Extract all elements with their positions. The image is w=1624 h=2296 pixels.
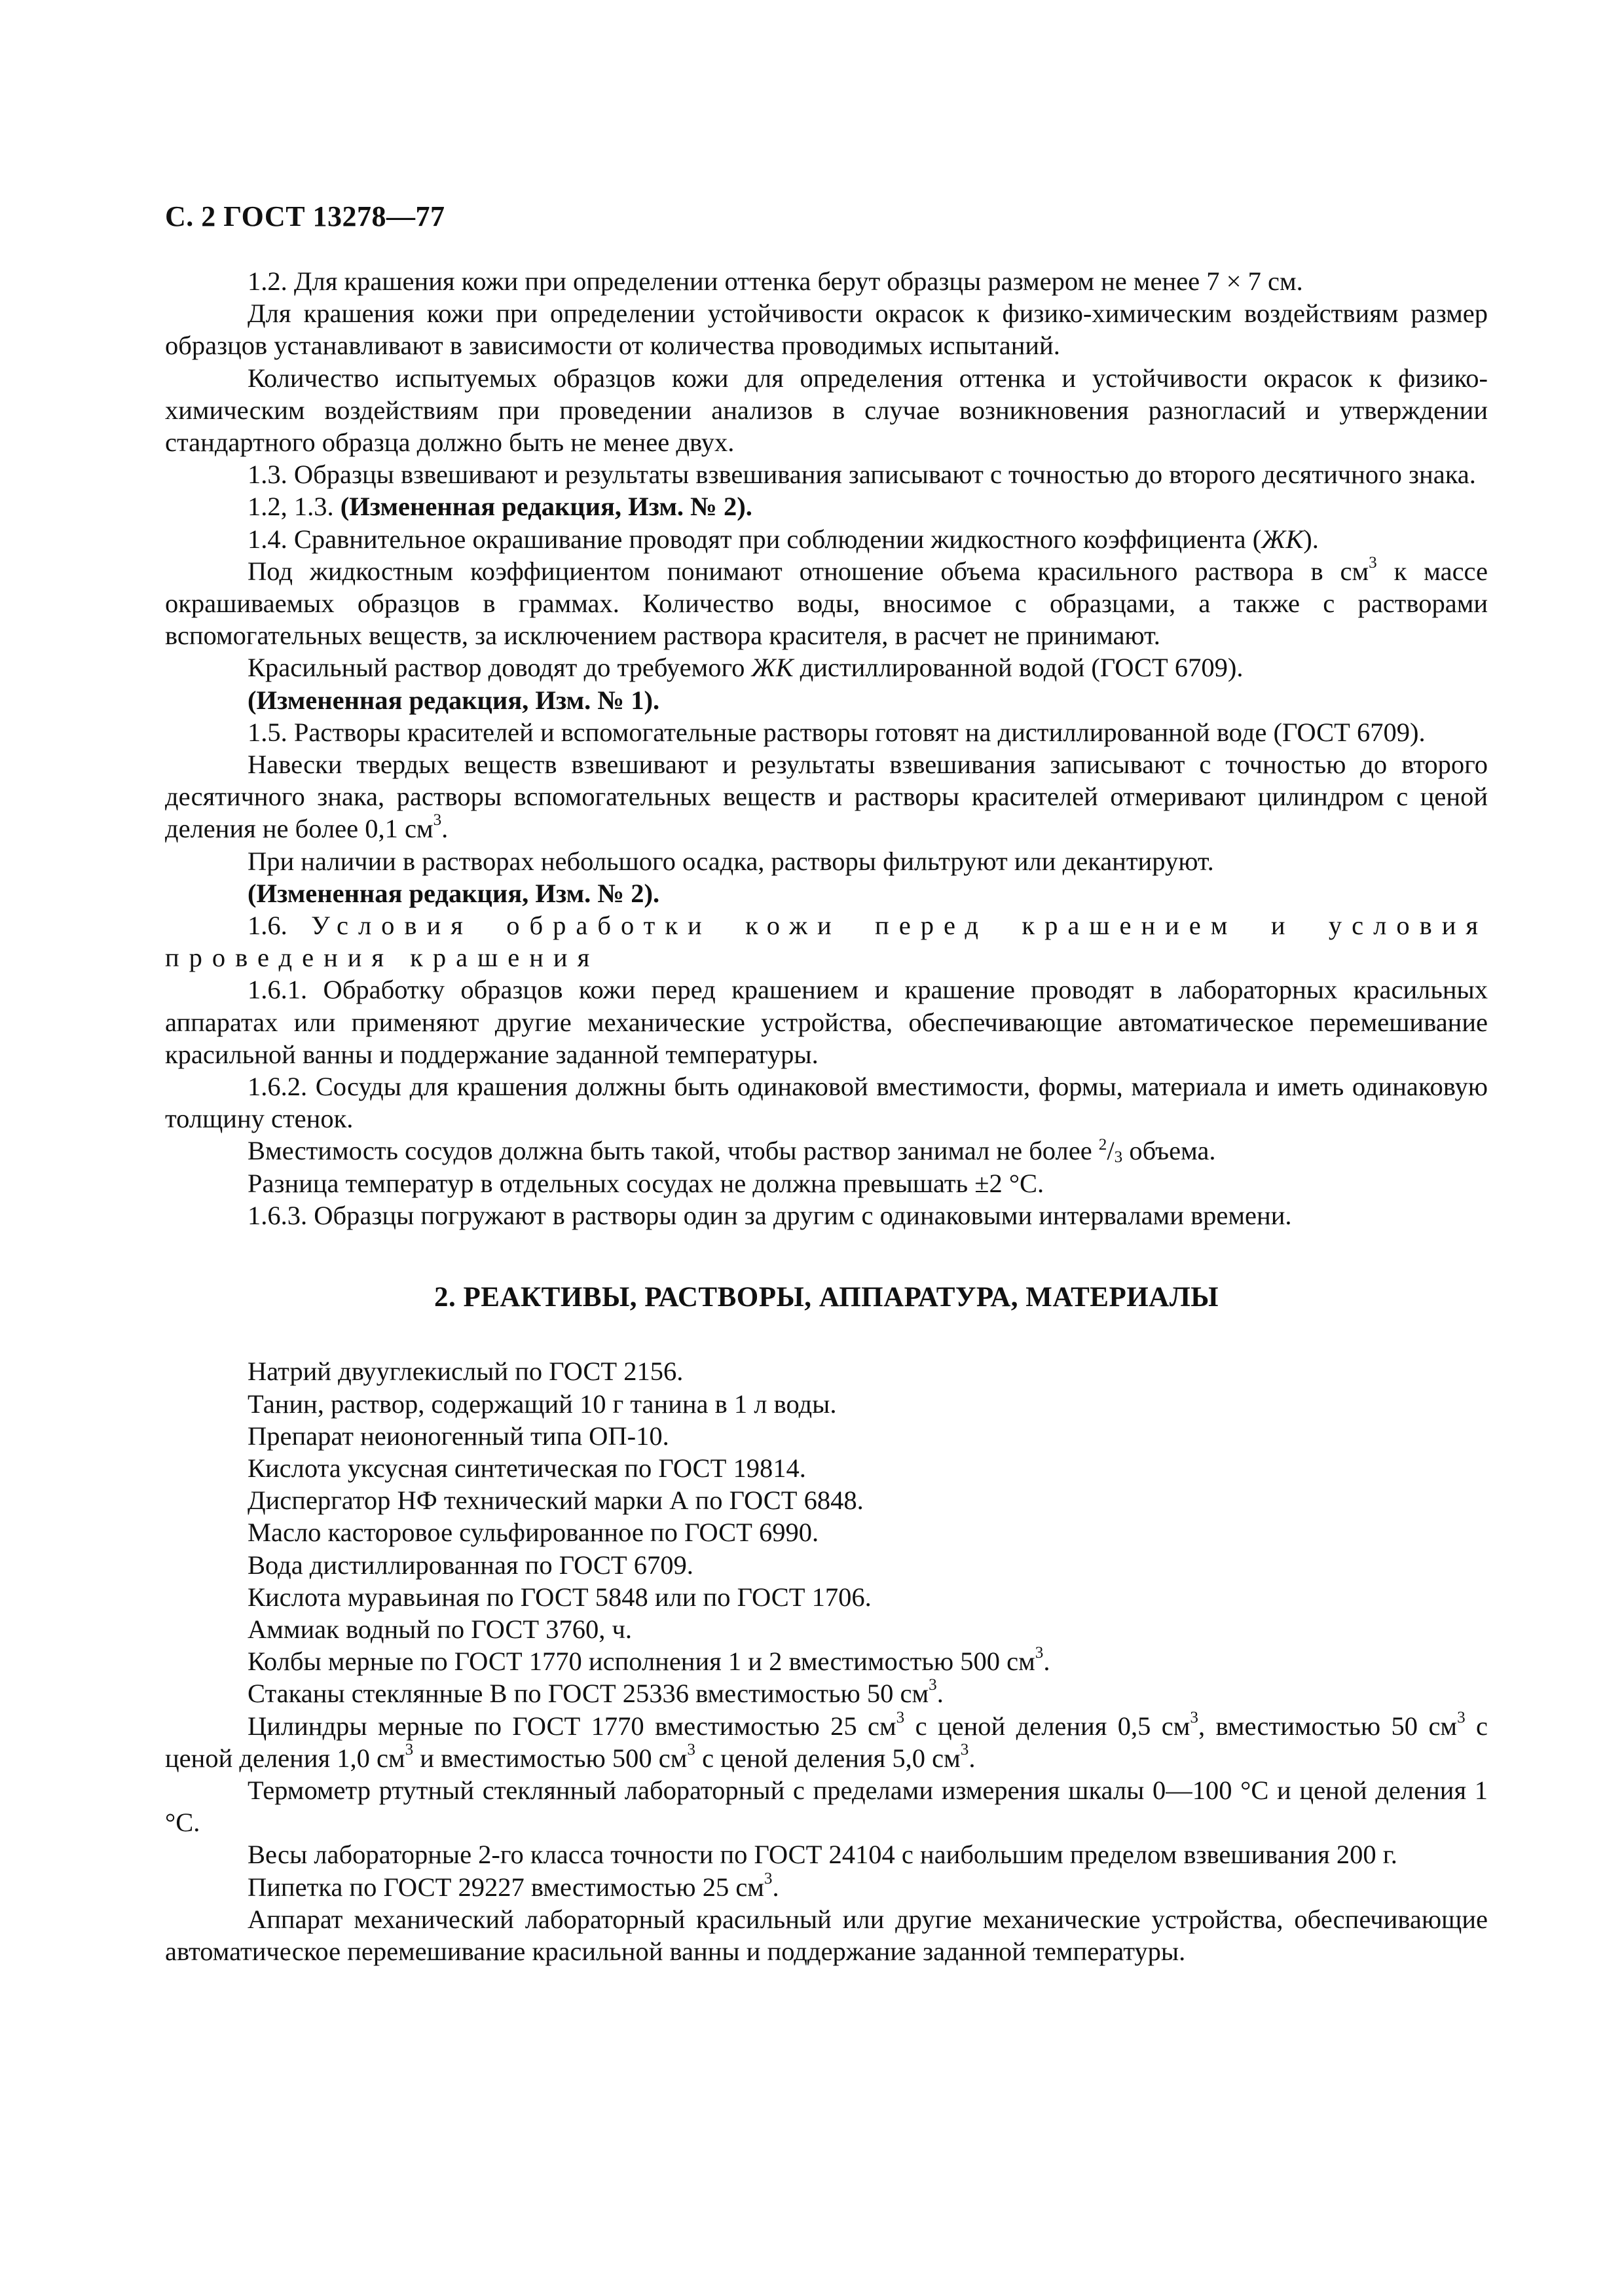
paragraph-1-6-2: 1.6.2. Сосуды для крашения должны быть одинаковой вместимости, формы, материала и иметь одинаковую толщину стенок. bbox=[165, 1072, 1488, 1134]
amendment-note-1-2-1-3: 1.2, 1.3. (Измененная редакция, Изм. № 2). bbox=[248, 492, 752, 522]
reagent-item: Диспергатор НФ технический марки А по ГОСТ 6848. bbox=[248, 1485, 864, 1516]
section-2-title: 2. РЕАКТИВЫ, РАСТВОРЫ, АППАРАТУРА, МАТЕРИАЛЫ bbox=[434, 1282, 1219, 1313]
reagent-item: Кислота муравьиная по ГОСТ 5848 или по ГОСТ 1706. bbox=[248, 1582, 872, 1612]
paragraph-weighing: Навески твердых веществ взвешивают и результаты взвешивания записывают с точностью до второго десятичного знака, растворы вспомогательных веществ и растворы красителей отмеривают цилиндром с ценой деления не более 0,1 $см^3$. bbox=[165, 750, 1488, 844]
paragraph-1-6-3: 1.6.3. Образцы погружают в растворы один за другим с одинаковыми интервалами времени. bbox=[248, 1200, 1292, 1230]
reagent-item: Цилиндры мерные по ГОСТ 1770 вместимостью 25 $см^3$ с ценой деления 0,5 $см^3$, вместимостью 50 $см^3$ с ценой деления 1,0 $см^3$ и вместимостью 500 $см^3$ с ценой деления 5,0 $см^3$. bbox=[165, 1708, 1488, 1773]
reagent-item: Вода дистиллированная по ГОСТ 6709. bbox=[248, 1550, 693, 1580]
paragraph-liquid-ratio: Под жидкостным коэффициентом понимают отношение объема красильного раствора в $см^3$ к массе окрашиваемых образцов в граммах. Количество воды, вносимое с образцами, а также с растворами вспомогательных веществ, за исключением раствора красителя, в расчет не принимают. bbox=[165, 554, 1488, 651]
reagent-item: Препарат неионогенный типа ОП-10. bbox=[248, 1421, 669, 1451]
paragraph-1-6-heading: 1.6. Условия обработки кожи перед крашением и условия проведения крашения bbox=[165, 911, 1488, 973]
reagent-item: Кислота уксусная синтетическая по ГОСТ 19814. bbox=[248, 1453, 806, 1483]
reagent-item: Стаканы стеклянные В по ГОСТ 25336 вместимостью 50 $см^3$. bbox=[248, 1676, 944, 1709]
paragraph-1-4: 1.4. Сравнительное окрашивание проводят при соблюдении жидкостного коэффициента (ЖК). bbox=[248, 524, 1319, 554]
reagent-item: Колбы мерные по ГОСТ 1770 исполнения 1 и 2 вместимостью 500 $см^3$. bbox=[248, 1644, 1050, 1677]
paragraph-dye-bath: Красильный раствор доводят до требуемого ЖК дистиллированной водой (ГОСТ 6709). bbox=[248, 653, 1244, 683]
reagent-item: Масло касторовое сульфированное по ГОСТ 6990. bbox=[248, 1518, 819, 1548]
paragraph-1-2: 1.2. Для крашения кожи при определении оттенка берут образцы размером не менее 7 × 7 см. bbox=[248, 266, 1303, 296]
paragraph-vessel-capacity: Вместимость сосудов должна быть такой, чтобы раствор занимал не более $^2$/3 объема. bbox=[248, 1136, 1216, 1167]
paragraph-temperature: Разница температур в отдельных сосудах не должна превышать ±2 °С. bbox=[248, 1168, 1044, 1198]
page-header: С. 2 ГОСТ 13278—77 bbox=[165, 200, 445, 232]
amendment-note-2: (Измененная редакция, Изм. № 2). bbox=[248, 878, 660, 908]
paragraph-sample-count: Количество испытуемых образцов кожи для определения оттенка и устойчивости окрасок к физико-химическим воздействиям при проведении анализов в случае возникновения разногласий и утверждении стандартного образца должно быть не менее двух. bbox=[165, 363, 1488, 458]
reagent-item: Термометр ртутный стеклянный лабораторный с пределами измерения шкалы 0—100 °С и ценой деления 1 °С. bbox=[165, 1775, 1488, 1838]
document-body bbox=[165, 265, 1488, 1967]
reagent-item: Танин, раствор, содержащий 10 г танина в 1 л воды. bbox=[248, 1389, 837, 1419]
reagent-item: Пипетка по ГОСТ 29227 вместимостью 25 $см^3$. bbox=[248, 1869, 779, 1902]
paragraph-1-5: 1.5. Растворы красителей и вспомогательные растворы готовят на дистиллированной воде (ГОСТ 6709). bbox=[248, 717, 1426, 747]
paragraph-1-3: 1.3. Образцы взвешивают и результаты взвешивания записывают с точностью до второго десятичного знака. bbox=[248, 460, 1476, 490]
reagent-item: Весы лабораторные 2-го класса точности по ГОСТ 24104 с наибольшим пределом взвешивания 200 г. bbox=[248, 1840, 1397, 1870]
reagent-item: Аммиак водный по ГОСТ 3760, ч. bbox=[248, 1614, 632, 1644]
reagent-item: Натрий двууглекислый по ГОСТ 2156. bbox=[248, 1357, 684, 1387]
paragraph-filtering: При наличии в растворах небольшого осадка, растворы фильтруют или декантируют. bbox=[248, 846, 1214, 876]
amendment-note-1: (Измененная редакция, Изм. № 1). bbox=[248, 685, 660, 715]
paragraph-sample-size: Для крашения кожи при определении устойчивости окрасок к физико-химическим воздействиям размер образцов устанавливают в зависимости от количества проводимых испытаний. bbox=[165, 299, 1488, 361]
reagent-item: Аппарат механический лабораторный красильный или другие механические устройства, обеспечивающие автоматическое перемешивание красильной ванны и поддержание заданной температуры. bbox=[165, 1904, 1488, 1966]
paragraph-1-6-1: 1.6.1. Обработку образцов кожи перед крашением и крашение проводят в лабораторных красильных аппаратах или применяют другие механические устройства, обеспечивающие автоматическое перемешивание красильной ванны и поддержание заданной температуры. bbox=[165, 975, 1488, 1069]
